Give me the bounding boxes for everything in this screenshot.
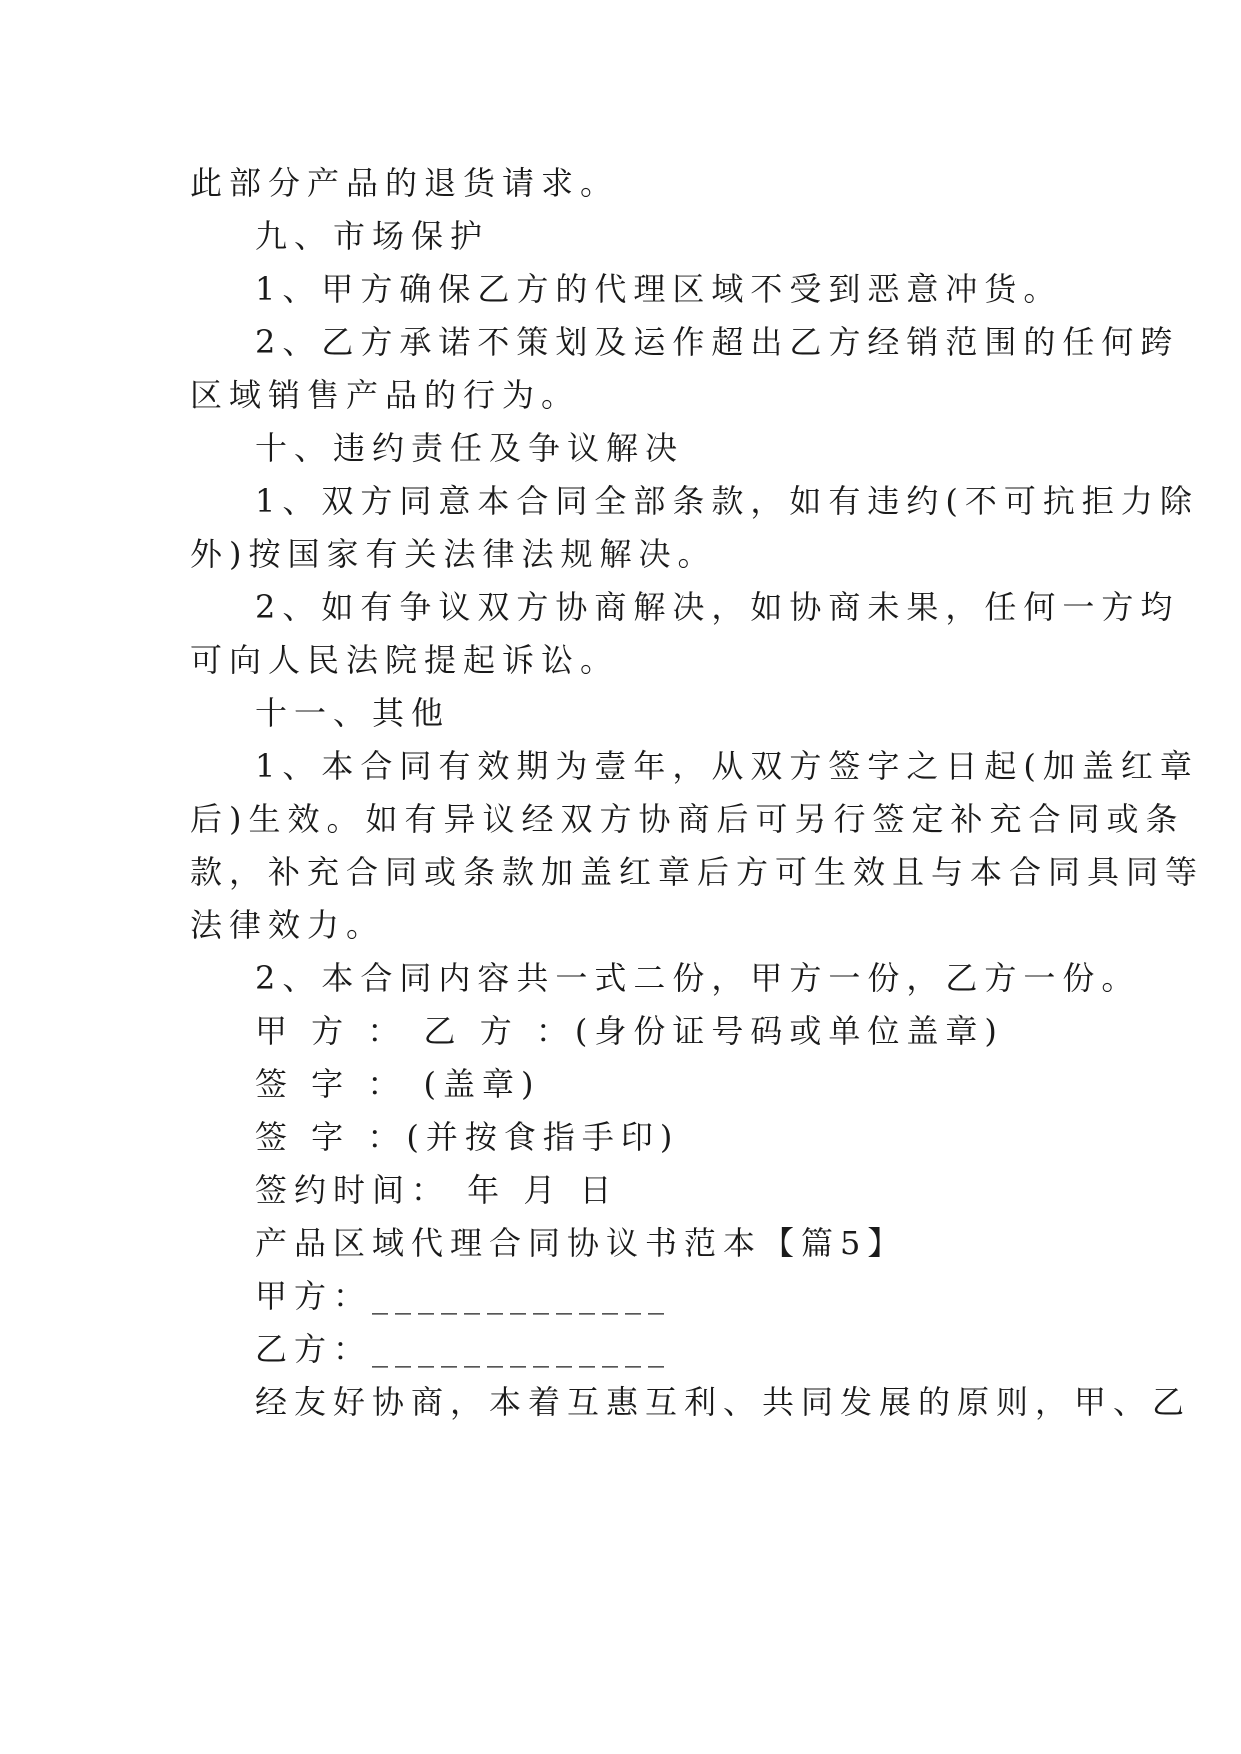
signature-line: 甲 方 ： 乙 方 ：(身份证号码或单位盖章) (255, 1012, 1004, 1050)
paragraph-line: 外)按国家有关法律法规解决。 (190, 535, 717, 573)
document-title: 产品区域代理合同协议书范本【篇5】 (255, 1224, 907, 1262)
party-a-line: 甲方：_____________ (255, 1277, 672, 1315)
signature-line: 签 字 ：(并按食指手印) (255, 1118, 680, 1156)
section-heading: 十、违约责任及争议解决 (255, 429, 685, 467)
paragraph-line: 2、如有争议双方协商解决，如协商未果，任何一方均 (255, 588, 1180, 626)
paragraph-line: 款，补充合同或条款加盖红章后方可生效且与本合同具同等 (190, 853, 1205, 891)
section-heading: 十一、其他 (255, 694, 451, 732)
paragraph-line: 2、本合同内容共一式二份，甲方一份，乙方一份。 (255, 959, 1141, 997)
party-b-line: 乙方：_____________ (255, 1330, 672, 1368)
paragraph-line: 1、本合同有效期为壹年，从双方签字之日起(加盖红章 (255, 747, 1199, 785)
paragraph-line: 后)生效。如有异议经双方协商后可另行签定补充合同或条 (190, 800, 1185, 838)
paragraph-line: 可向人民法院提起诉讼。 (190, 641, 620, 679)
paragraph-line: 1、甲方确保乙方的代理区域不受到恶意冲货。 (255, 270, 1063, 308)
paragraph-line: 区域销售产品的行为。 (190, 376, 581, 414)
paragraph-line: 1、双方同意本合同全部条款，如有违约(不可抗拒力除 (255, 482, 1199, 520)
paragraph-line: 2、乙方承诺不策划及运作超出乙方经销范围的任何跨 (255, 323, 1180, 361)
signature-line: 签 字 ： (盖章) (255, 1065, 541, 1103)
paragraph-line: 法律效力。 (190, 906, 386, 944)
paragraph-line: 此部分产品的退货请求。 (190, 164, 620, 202)
section-heading: 九、市场保护 (255, 217, 490, 255)
paragraph-line: 经友好协商，本着互惠互利、共同发展的原则，甲、乙 (255, 1383, 1192, 1421)
signing-date-line: 签约时间： 年 月 日 (255, 1171, 619, 1209)
